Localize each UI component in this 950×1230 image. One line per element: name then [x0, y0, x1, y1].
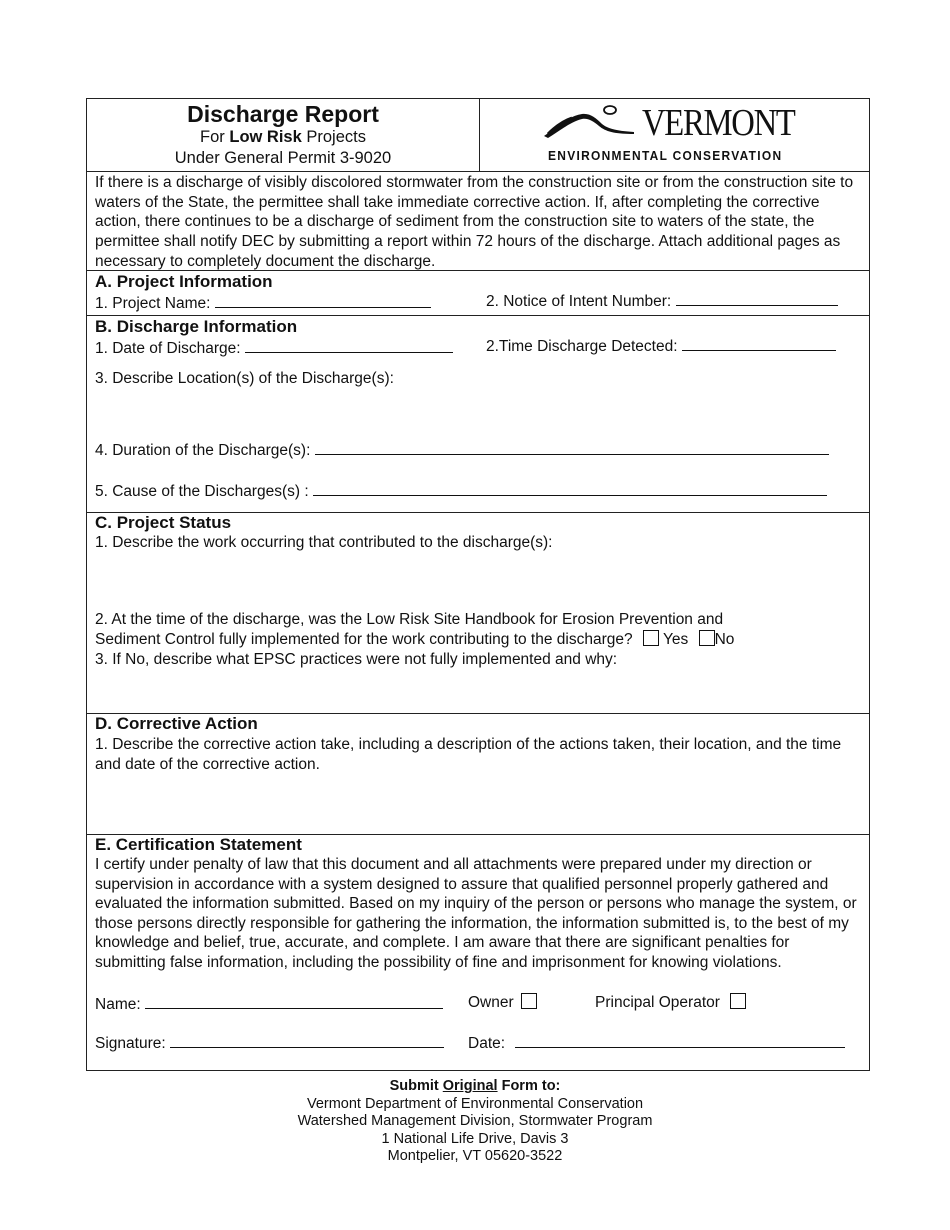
section-b-discharge-information [87, 316, 869, 513]
signature-field [95, 1032, 444, 1053]
form-subtitle-2: Under General Permit 3-9020 [174, 149, 392, 167]
section-c-title: C. Project Status [95, 513, 232, 532]
section-d-title: D. Corrective Action [95, 714, 258, 733]
signature-label: Signature: [95, 1035, 166, 1052]
section-a-title: A. Project Information [95, 272, 273, 291]
discharge-time-field [486, 335, 836, 356]
certification-statement: I certify under penalty of law that this document and all attachments were prepared under my direction or supervision in accordance with a system designed to assure that qualified personnel properly gathered and evaluated the information submitted. Based on my inquiry of the person or persons who manage the system, or those persons directly responsible for gathering the information, the information submitted is, to the best of my knowledge and belief, true, accurate, and complete. I am aware that there are significant penalties for submitting false information, including the possibility of fine and imprisonment for knowing violations. [95, 856, 857, 971]
form-title: Discharge Report [187, 101, 379, 127]
noi-number-input[interactable] [676, 290, 838, 306]
section-b-title: B. Discharge Information [95, 317, 298, 336]
discharge-duration-field [95, 439, 829, 460]
handbook-question-line2 [95, 630, 734, 649]
logo-vermont-text: VERMONT [642, 102, 795, 144]
discharge-cause-field [95, 480, 827, 501]
date-field [468, 1032, 845, 1053]
noi-number-label: 2. Notice of Intent Number: [486, 293, 672, 310]
discharge-cause-label: 5. Cause of the Discharges(s) : [95, 483, 309, 500]
submission-address [0, 1078, 950, 1166]
no-checkbox[interactable] [699, 630, 715, 646]
discharge-date-input[interactable] [245, 337, 453, 353]
logo-subtitle: ENVIRONMENTAL CONSERVATION [548, 148, 783, 163]
owner-option [468, 993, 537, 1012]
intro-text: If there is a discharge of visibly discolored stormwater from the construction site or from the construction site to waters of the State, the permittee shall take immediate corrective action. If, after completing the corrective action, there continues to be a discharge of sediment from the construction site to waters of the state, the permittee shall notify DEC by submitting a report within 72 hours of the discharge. Attach additional pages as necessary to completely document the discharge. [95, 174, 854, 270]
discharge-duration-input[interactable] [315, 439, 829, 455]
name-label: Name: [95, 996, 141, 1013]
name-field [95, 993, 443, 1014]
discharge-location-area[interactable] [95, 390, 861, 434]
header-title-cell [87, 99, 480, 171]
address-line-4: Montpelier, VT 05620-3522 [387, 1148, 563, 1165]
principal-operator-checkbox[interactable] [730, 993, 746, 1009]
intro-section [87, 172, 869, 271]
corrective-action-label: 1. Describe the corrective action take, including a description of the actions taken, their location, and the time and date of the corrective action. [95, 736, 842, 773]
name-input[interactable] [145, 993, 443, 1009]
form-header [87, 99, 869, 172]
owner-label: Owner [468, 994, 514, 1011]
discharge-time-label: 2.Time Discharge Detected: [486, 338, 678, 355]
project-name-field [95, 292, 431, 313]
date-input[interactable] [515, 1032, 845, 1048]
discharge-date-label: 1. Date of Discharge: [95, 340, 241, 357]
section-e-title: E. Certification Statement [95, 835, 302, 854]
date-label: Date: [468, 1035, 506, 1052]
yes-checkbox[interactable] [643, 630, 659, 646]
handbook-question-line1: 2. At the time of the discharge, was the Low Risk Site Handbook for Erosion Prevention and [95, 611, 724, 628]
noi-number-field [486, 290, 838, 311]
work-description-area[interactable] [95, 555, 861, 605]
owner-checkbox[interactable] [521, 993, 537, 1009]
epsc-practices-area[interactable] [95, 671, 861, 709]
submit-instruction: Submit Original Form to: [389, 1078, 561, 1094]
section-e-certification [87, 835, 869, 1070]
discharge-duration-label: 4. Duration of the Discharge(s): [95, 442, 311, 459]
discharge-date-field [95, 337, 453, 358]
discharge-cause-input[interactable] [313, 480, 827, 496]
section-c-project-status [87, 513, 869, 714]
discharge-time-input[interactable] [682, 335, 836, 351]
address-line-1: Vermont Department of Environmental Conservation [306, 1095, 644, 1112]
yes-label: Yes [662, 631, 689, 648]
discharge-location-label: 3. Describe Location(s) of the Discharge(s): [95, 370, 394, 387]
corrective-action-area[interactable] [95, 778, 861, 828]
vermont-dec-logo [480, 99, 869, 171]
epsc-practices-label: 3. If No, describe what EPSC practices were not fully implemented and why: [95, 651, 618, 668]
address-line-2: Watershed Management Division, Stormwater Program [297, 1113, 653, 1130]
project-name-input[interactable] [215, 292, 431, 308]
principal-operator-label: Principal Operator [595, 994, 720, 1011]
no-label: No [714, 631, 735, 648]
section-a-project-information [87, 271, 869, 316]
discharge-report-form [86, 98, 870, 1071]
section-d-corrective-action [87, 714, 869, 835]
address-line-3: 1 National Life Drive, Davis 3 [381, 1130, 569, 1147]
form-subtitle-1: For Low Risk Projects [200, 128, 366, 146]
principal-operator-option [595, 993, 746, 1012]
handbook-question-text: Sediment Control fully implemented for the work contributing to the discharge? [95, 631, 633, 648]
vermont-mountain-icon [542, 104, 642, 140]
signature-input[interactable] [170, 1032, 444, 1048]
work-description-label: 1. Describe the work occurring that contributed to the discharge(s): [95, 534, 553, 551]
project-name-label: 1. Project Name: [95, 295, 211, 312]
